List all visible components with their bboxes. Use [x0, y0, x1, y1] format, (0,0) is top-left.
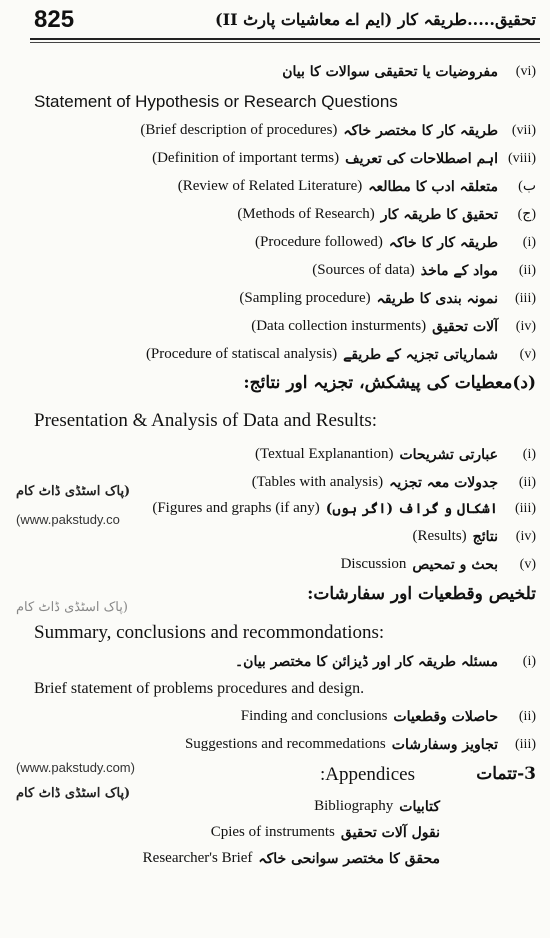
list-item: Cpies of instruments نقول آلات تحقیق	[210, 824, 440, 841]
section-vi-number: (vi)	[515, 64, 536, 79]
watermark-urdu: (پاک اسٹڈی ڈاٹ کام	[16, 484, 131, 499]
list-item: (Review of Related Literature) متعلقہ ادب کا مطالعہ (ب	[177, 178, 536, 195]
section-summary-english-heading: Summary, conclusions and recommondations:	[34, 622, 385, 643]
running-header-title: تحقیق.....طریقہ کار (ایم اے معاشیات پارٹ II)	[215, 10, 536, 29]
list-item: Researcher's Brief محقق کا مختصر سوانحی خاکہ	[142, 850, 440, 867]
list-item: مسئلہ طریقہ کار اور ڈیزائن کا مختصر بیان۔ (i)	[234, 654, 536, 670]
list-item: (Procedure followed) طریقہ کار کا خاکہ (i)	[255, 234, 536, 251]
list-item: (Procedure of statiscal analysis) شماریاتی تجزیہ کے طریقے (v)	[145, 346, 536, 363]
list-item: (Sampling procedure) نمونہ بندی کا طریقہ (iii)	[239, 290, 536, 307]
header-rule-thin	[30, 42, 540, 43]
list-item: Bibliography کتابیات	[314, 798, 440, 815]
list-item: (Textual Explanantion) عبارتی تشریحات (i)	[254, 446, 536, 463]
list-item: (Data collection insturments) آلات تحقیق (iv)	[251, 318, 536, 335]
section-vi-english: Statement of Hypothesis or Research Questions	[34, 92, 398, 111]
section-vi-heading	[276, 64, 536, 80]
watermark-urdu: (پاک اسٹڈی ڈاٹ کام	[16, 786, 131, 801]
summary-i-english: Brief statement of problems procedures and design.	[34, 680, 365, 697]
section-3-english-heading: :Appendices	[320, 764, 415, 785]
list-item: (Methods of Research) تحقیق کا طریقہ کار (ج)	[237, 206, 536, 223]
list-item: Finding and conclusions حاصلات وقطعیات (ii)	[240, 708, 536, 725]
list-item: (Definition of important terms) اہم اصطلاحات کی تعریف (viii)	[152, 150, 536, 167]
list-item: Suggestions and recommedations تجاویز وسفارشات (iii)	[184, 736, 536, 753]
header-rule	[30, 38, 540, 40]
watermark-url: (www.pakstudy.co	[16, 512, 120, 527]
section-summary-urdu-heading: تلخیص وقطعیات اور سفارشات:	[307, 584, 536, 604]
list-item: (Sources of data) مواد کے ماخذ (ii)	[312, 262, 536, 279]
list-item: (Brief description of procedures) طریقہ کار کا مختصر خاکہ (vii)	[140, 122, 536, 139]
list-item: Discussion بحث و تمحیص (v)	[340, 556, 536, 573]
list-item: (Results) نتائج (iv)	[412, 528, 536, 545]
section-d-urdu-heading: (د)معطیات کی پیشکش، تجزیہ اور نتائج:	[243, 373, 536, 393]
section-d-english-heading: Presentation & Analysis of Data and Results:	[34, 410, 378, 431]
list-item: (Tables with analysis) جدولات معہ تجزیہ (ii)	[251, 474, 536, 491]
watermark-urdu-faint: (پاک اسٹڈی ڈاٹ کام	[16, 600, 128, 615]
page-number: 825	[34, 6, 75, 33]
watermark-url: (www.pakstudy.com)	[16, 760, 135, 775]
list-item: (Figures and graphs (if any) اشکال و گراف (اگر ہوں) (iii)	[152, 500, 536, 517]
section-3-urdu-heading: 3-تتمات	[476, 764, 536, 784]
section-vi-urdu: مفروضیات یا تحقیقی سوالات کا بیان	[282, 64, 498, 80]
